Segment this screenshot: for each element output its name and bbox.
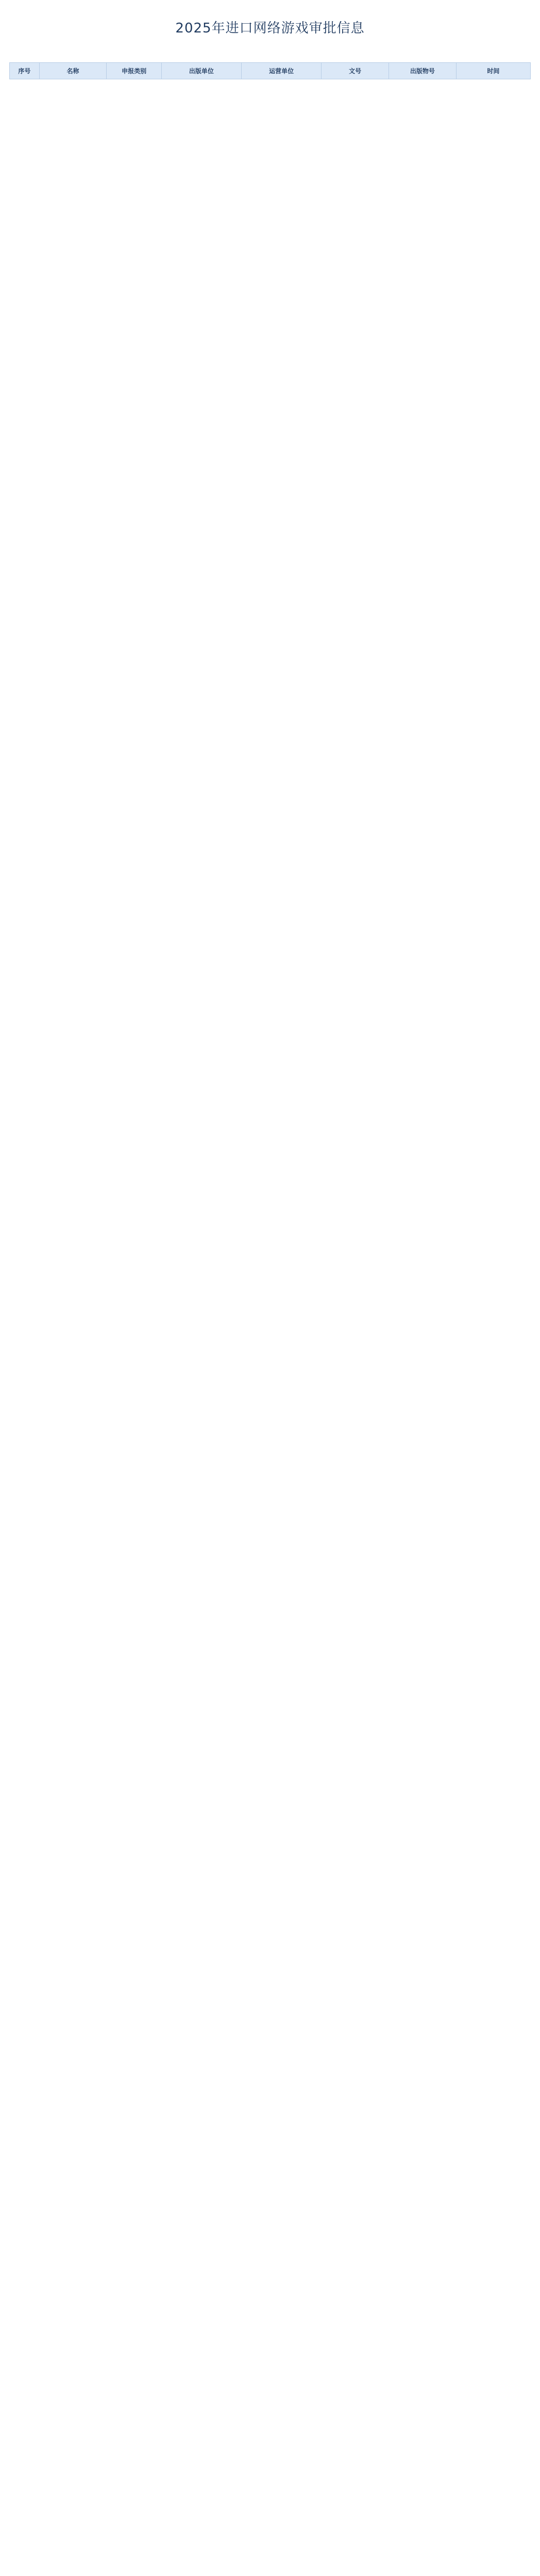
column-header-category: 申报类别	[107, 63, 161, 79]
page-title: 2025年进口网络游戏审批信息	[175, 21, 365, 36]
approval-table	[9, 62, 531, 79]
column-header-name: 名称	[39, 63, 107, 79]
column-header-isbn: 出版物号	[389, 63, 457, 79]
column-header-date: 时间	[456, 63, 530, 79]
page	[0, 0, 540, 100]
column-header-number: 序号	[10, 63, 40, 79]
column-header-operator: 运营单位	[242, 63, 322, 79]
column-header-approval-number: 文号	[322, 63, 389, 79]
table-header-row	[10, 63, 531, 79]
meta-line	[9, 42, 531, 49]
column-header-publisher: 出版单位	[161, 63, 241, 79]
